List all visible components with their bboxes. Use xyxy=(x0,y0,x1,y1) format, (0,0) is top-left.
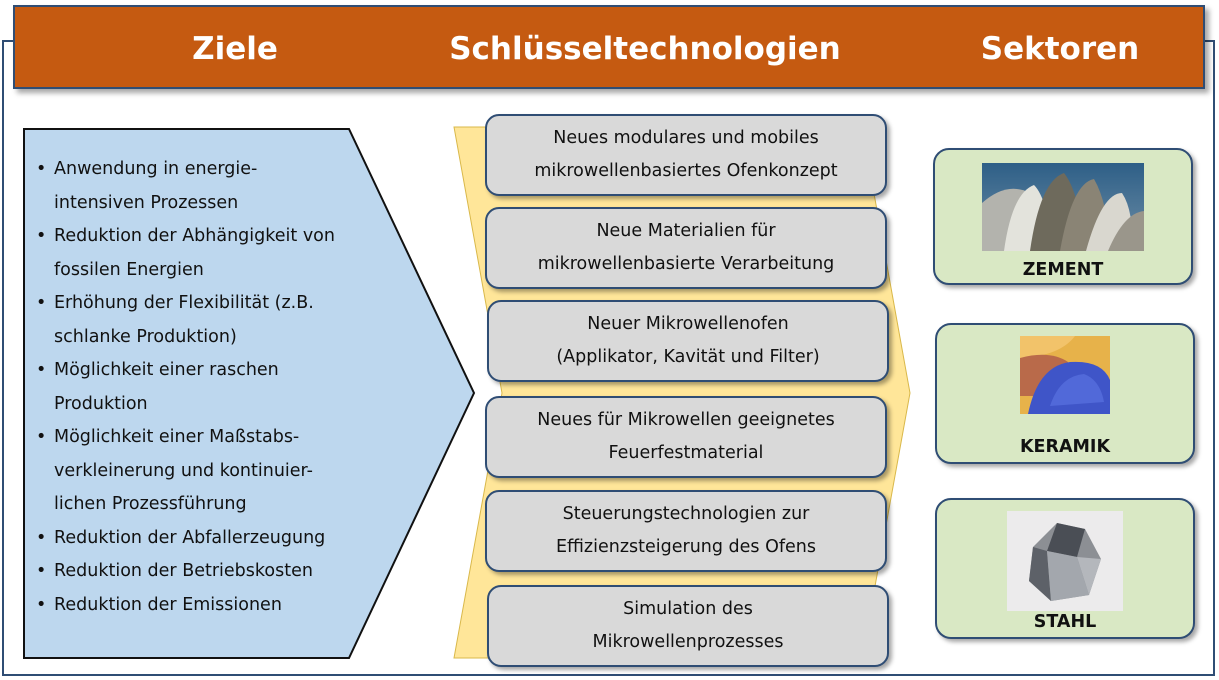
header-tech-title: Schlüsseltechnologien xyxy=(449,31,841,67)
cement-powder-icon xyxy=(982,163,1144,251)
goal-item: • Möglichkeit einer raschen Produktion xyxy=(36,354,376,421)
header-sectors-title: Sektoren xyxy=(980,31,1140,67)
goal-item: • Erhöhung der Flexibilität (z.B. schlanke Produktion) xyxy=(36,287,376,354)
sector-label-steel: STAHL xyxy=(1033,612,1097,632)
goals-list xyxy=(36,153,376,622)
tech-box-simulation: Simulation des Mikrowellenprozesses xyxy=(487,585,889,667)
tech-box-materials: Neue Materialien für mikrowellenbasierte Verarbeitung xyxy=(485,207,887,289)
goal-item: • Reduktion der Betriebskosten xyxy=(36,555,376,589)
tech-box-refractory: Neues für Mikrowellen geeignetes Feuerfestmaterial xyxy=(485,396,887,478)
steel-chunk-icon xyxy=(1007,511,1123,611)
goal-item: • Reduktion der Abfallerzeugung xyxy=(36,522,376,556)
goal-item: • Möglichkeit einer Maßstabs- verkleinerung und kontinuier- lichen Prozessführung xyxy=(36,421,376,522)
header-goals-title: Ziele xyxy=(192,31,278,67)
sector-label-cement: ZEMENT xyxy=(1022,260,1104,280)
tech-box-control: Steuerungstechnologien zur Effizienzsteigerung des Ofens xyxy=(485,490,887,572)
tech-box-microwave-oven: Neuer Mikrowellenofen (Applikator, Kavität und Filter) xyxy=(487,300,889,382)
sector-box-ceramic xyxy=(935,323,1195,464)
ceramic-pigment-icon xyxy=(1020,336,1110,414)
goal-item: • Reduktion der Abhängigkeit von fossilen Energien xyxy=(36,220,376,287)
sector-box-steel xyxy=(935,498,1195,639)
goal-item: • Anwendung in energie- intensiven Prozessen xyxy=(36,153,376,220)
sector-label-ceramic: KERAMIK xyxy=(1019,437,1111,457)
goal-item: • Reduktion der Emissionen xyxy=(36,589,376,623)
sector-box-cement xyxy=(933,148,1193,285)
tech-box-modular-oven: Neues modulares und mobiles mikrowellenbasiertes Ofenkonzept xyxy=(485,114,887,196)
